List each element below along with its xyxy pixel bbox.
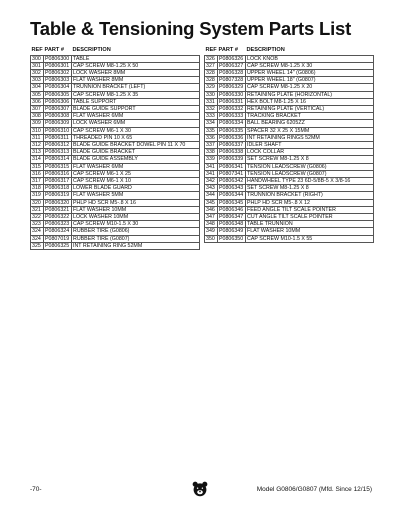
ref-cell: 315 xyxy=(31,163,44,170)
ref-cell: 334 xyxy=(205,120,218,127)
ref-cell: 335 xyxy=(205,127,218,134)
description-cell: PHLP HD SCR M5-.8 X 12 xyxy=(246,199,374,206)
part-number-cell: P0806321 xyxy=(44,206,72,213)
part-number-cell: P0806337 xyxy=(218,141,246,148)
ref-cell: 306 xyxy=(31,98,44,105)
part-number-cell: P0806313 xyxy=(44,149,72,156)
part-number-cell: P0806304 xyxy=(44,84,72,91)
ref-cell: 344 xyxy=(205,192,218,199)
table-row xyxy=(205,113,374,120)
part-number-cell: P0806303 xyxy=(44,77,72,84)
description-cell: HEX BOLT M8-1.25 X 16 xyxy=(246,98,374,105)
part-number-cell: P0806348 xyxy=(218,221,246,228)
description-cell: SET SCREW M8-1.25 X 8 xyxy=(246,156,374,163)
table-row xyxy=(205,127,374,134)
ref-cell: 324 xyxy=(31,235,44,242)
table-row xyxy=(205,206,374,213)
part-number-cell: P0806314 xyxy=(44,156,72,163)
table-row xyxy=(205,213,374,220)
table-row xyxy=(31,177,200,184)
ref-cell: 341 xyxy=(205,170,218,177)
description-cell: BLADE GUIDE ASSEMBLY xyxy=(72,156,200,163)
part-number-cell: P0806320 xyxy=(44,199,72,206)
description-cell: SET SCREW M8-1.25 X 8 xyxy=(246,185,374,192)
table-row xyxy=(31,91,200,98)
table-row xyxy=(205,91,374,98)
description-cell: RUBBER TIRE (G0807) xyxy=(72,235,200,242)
part-number-cell: P0806307 xyxy=(44,105,72,112)
table-row xyxy=(205,77,374,84)
part-number-cell: P0806332 xyxy=(218,105,246,112)
ref-cell: 342 xyxy=(205,177,218,184)
part-number-cell: P0807328 xyxy=(218,77,246,84)
part-number-cell: P0806336 xyxy=(218,134,246,141)
table-row xyxy=(31,120,200,127)
part-column-header: PART # xyxy=(218,46,238,53)
part-number-cell: P0806322 xyxy=(44,213,72,220)
table-row xyxy=(205,163,374,170)
ref-cell: 314 xyxy=(31,156,44,163)
table-row xyxy=(31,156,200,163)
description-cell: INT RETAINING RING 52MM xyxy=(72,242,200,249)
table-row xyxy=(205,185,374,192)
description-cell: BALL BEARING 6205ZZ xyxy=(246,120,374,127)
description-cell: LOCK COLLAR xyxy=(246,149,374,156)
table-row xyxy=(31,55,200,62)
ref-cell: 329 xyxy=(205,84,218,91)
ref-cell: 332 xyxy=(205,105,218,112)
table-row xyxy=(31,149,200,156)
ref-cell: 333 xyxy=(205,113,218,120)
table-header-row xyxy=(205,46,374,55)
table-row xyxy=(31,170,200,177)
ref-cell: 350 xyxy=(205,235,218,242)
ref-cell: 307 xyxy=(31,105,44,112)
table-row xyxy=(205,62,374,69)
part-number-cell: P0806330 xyxy=(218,91,246,98)
page-title: Table & Tensioning System Parts List xyxy=(30,18,352,39)
description-cell: CAP SCREW M10-1.5 X 30 xyxy=(72,221,200,228)
description-cell: FLAT WASHER 10MM xyxy=(246,228,374,235)
ref-cell: 317 xyxy=(31,177,44,184)
description-cell: BLADE GUIDE SUPPORT xyxy=(72,105,200,112)
table-row xyxy=(205,177,374,184)
table-row xyxy=(31,228,200,235)
table-row xyxy=(205,141,374,148)
part-number-cell: P0806339 xyxy=(218,156,246,163)
ref-cell: 313 xyxy=(31,149,44,156)
page-number: -70- xyxy=(30,486,42,493)
part-number-cell: P0806300 xyxy=(44,55,72,62)
table-row xyxy=(205,55,374,62)
part-number-cell: P0806328 xyxy=(218,69,246,76)
description-cell: CAP SCREW M6-1 X 30 xyxy=(72,127,200,134)
ref-cell: 343 xyxy=(205,185,218,192)
part-number-cell: P0806319 xyxy=(44,192,72,199)
description-cell: UPPER WHEEL 14" (G0806) xyxy=(246,69,374,76)
description-cell: FEED ANGLE TILT SCALE POINTER xyxy=(246,206,374,213)
description-cell: RUBBER TIRE (G0806) xyxy=(72,228,200,235)
table-row xyxy=(31,98,200,105)
part-number-cell: P0806317 xyxy=(44,177,72,184)
part-number-cell: P0806347 xyxy=(218,213,246,220)
table-row xyxy=(31,213,200,220)
description-cell: BLADE GUIDE BRACKET xyxy=(72,149,200,156)
ref-cell: 303 xyxy=(31,77,44,84)
description-cell: FLAT WASHER 10MM xyxy=(72,206,200,213)
description-cell: CAP SCREW M8-1.25 X 30 xyxy=(246,62,374,69)
table-row xyxy=(31,113,200,120)
ref-cell: 310 xyxy=(31,127,44,134)
description-cell: LOWER BLADE GUARD xyxy=(72,185,200,192)
description-cell: CAP SCREW M10-1.5 X 55 xyxy=(246,235,374,242)
part-number-cell: P0806345 xyxy=(218,199,246,206)
table-row xyxy=(31,206,200,213)
ref-cell: 341 xyxy=(205,163,218,170)
ref-cell: 323 xyxy=(31,221,44,228)
model-label: Model G0806/G0807 (Mfd. Since 12/15) xyxy=(256,486,372,493)
table-row xyxy=(31,199,200,206)
part-number-cell: P0806311 xyxy=(44,134,72,141)
part-number-cell: P0806315 xyxy=(44,163,72,170)
description-cell: TENSION LEADSCREW (G0807) xyxy=(246,170,374,177)
description-cell: BLADE GUIDE BRACKET DOWEL PIN 11 X 70 xyxy=(72,141,200,148)
table-row xyxy=(205,149,374,156)
ref-cell: 311 xyxy=(31,134,44,141)
ref-column-header: REF xyxy=(31,46,43,53)
table-row xyxy=(31,221,200,228)
part-number-cell: P0806318 xyxy=(44,185,72,192)
ref-cell: 345 xyxy=(205,199,218,206)
description-cell: FLAT WASHER 8MM xyxy=(72,77,200,84)
part-number-cell: P0806350 xyxy=(218,235,246,242)
table-row xyxy=(31,134,200,141)
part-number-cell: P0806334 xyxy=(218,120,246,127)
ref-cell: 339 xyxy=(205,156,218,163)
ref-cell: 328 xyxy=(205,77,218,84)
part-number-cell: P0806305 xyxy=(44,91,72,98)
ref-cell: 309 xyxy=(31,120,44,127)
part-number-cell: P0806302 xyxy=(44,69,72,76)
table-row xyxy=(31,62,200,69)
description-cell: CAP SCREW M8-1.25 X 35 xyxy=(72,91,200,98)
ref-cell: 330 xyxy=(205,91,218,98)
table-row xyxy=(31,185,200,192)
table-row xyxy=(31,141,200,148)
part-number-cell: P0806312 xyxy=(44,141,72,148)
ref-cell: 322 xyxy=(31,213,44,220)
ref-cell: 316 xyxy=(31,170,44,177)
table-header-row xyxy=(31,46,200,55)
ref-column-header: REF xyxy=(205,46,217,53)
description-cell: SPACER 32 X 25 X 15MM xyxy=(246,127,374,134)
table-row xyxy=(205,192,374,199)
table-row xyxy=(31,242,200,249)
ref-cell: 302 xyxy=(31,69,44,76)
table-row xyxy=(205,156,374,163)
description-cell: PHLP HD SCR M5-.8 X 16 xyxy=(72,199,200,206)
description-cell: TENSION LEADSCREW (G0806) xyxy=(246,163,374,170)
bear-head-icon xyxy=(192,481,208,497)
table-row xyxy=(31,84,200,91)
table-row xyxy=(205,221,374,228)
description-cell: TRUNNION BRACKET (LEFT) xyxy=(72,84,200,91)
ref-cell: 331 xyxy=(205,98,218,105)
ref-cell: 319 xyxy=(31,192,44,199)
ref-cell: 312 xyxy=(31,141,44,148)
ref-cell: 327 xyxy=(205,62,218,69)
ref-cell: 318 xyxy=(31,185,44,192)
ref-cell: 321 xyxy=(31,206,44,213)
ref-cell: 326 xyxy=(205,55,218,62)
table-row xyxy=(205,235,374,242)
part-number-cell: P0806310 xyxy=(44,127,72,134)
table-row xyxy=(205,170,374,177)
part-number-cell: P0806323 xyxy=(44,221,72,228)
table-row xyxy=(31,235,200,242)
part-number-cell: P0806341 xyxy=(218,163,246,170)
description-cell: CAP SCREW M8-1.25 X 20 xyxy=(246,84,374,91)
description-cell: LOCK KNOB xyxy=(246,55,374,62)
ref-cell: 324 xyxy=(31,228,44,235)
description-cell: CAP SCREW M6-1 X 10 xyxy=(72,177,200,184)
table-row xyxy=(205,84,374,91)
table-row xyxy=(31,163,200,170)
part-number-cell: P0806316 xyxy=(44,170,72,177)
ref-cell: 328 xyxy=(205,69,218,76)
description-cell: THREADED PIN 10 X 65 xyxy=(72,134,200,141)
description-cell: CAP SCREW M8-1.25 X 50 xyxy=(72,62,200,69)
description-cell: TABLE SUPPORT xyxy=(72,98,200,105)
ref-cell: 301 xyxy=(31,62,44,69)
table-row xyxy=(31,105,200,112)
ref-cell: 337 xyxy=(205,141,218,148)
description-cell: TABLE xyxy=(72,55,200,62)
ref-cell: 347 xyxy=(205,213,218,220)
description-cell: LOCK WASHER 8MM xyxy=(72,69,200,76)
part-number-cell: P0806343 xyxy=(218,185,246,192)
table-row xyxy=(205,199,374,206)
description-cell: LOCK WASHER 6MM xyxy=(72,120,200,127)
description-cell: FLAT WASHER 6MM xyxy=(72,113,200,120)
description-cell: INT RETAINING RINGS 52MM xyxy=(246,134,374,141)
description-cell: LOCK WASHER 10MM xyxy=(72,213,200,220)
table-row xyxy=(31,192,200,199)
description-cell: CUT ANGLE TILT SCALE POINTER xyxy=(246,213,374,220)
table-row xyxy=(31,69,200,76)
description-cell: FLAT WASHER 5MM xyxy=(72,192,200,199)
part-number-cell: P0806306 xyxy=(44,98,72,105)
part-number-cell: P0807019 xyxy=(44,235,72,242)
part-number-cell: P0806308 xyxy=(44,113,72,120)
description-cell: RETAINING PLATE (VERTICAL) xyxy=(246,105,374,112)
ref-cell: 346 xyxy=(205,206,218,213)
part-number-cell: P0806333 xyxy=(218,113,246,120)
description-cell: RETAINING PLATE (HORIZONTAL) xyxy=(246,91,374,98)
parts-table-left xyxy=(30,46,200,250)
description-cell: HANDWHEEL TYPE 23 6D-5/8B-5 X 3/8-16 xyxy=(246,177,374,184)
part-number-cell: P0806344 xyxy=(218,192,246,199)
part-number-cell: P0806349 xyxy=(218,228,246,235)
part-number-cell: P0806324 xyxy=(44,228,72,235)
part-number-cell: P0806338 xyxy=(218,149,246,156)
description-cell: CAP SCREW M6-1 X 25 xyxy=(72,170,200,177)
description-cell: UPPER WHEEL 18" (G0807) xyxy=(246,77,374,84)
ref-cell: 308 xyxy=(31,113,44,120)
part-number-cell: P0806325 xyxy=(44,242,72,249)
ref-cell: 349 xyxy=(205,228,218,235)
ref-cell: 325 xyxy=(31,242,44,249)
description-cell: IDLER SHAFT xyxy=(246,141,374,148)
part-number-cell: P0806329 xyxy=(218,84,246,91)
part-number-cell: P0806346 xyxy=(218,206,246,213)
table-row xyxy=(205,134,374,141)
part-number-cell: P0806335 xyxy=(218,127,246,134)
part-number-cell: P0806301 xyxy=(44,62,72,69)
description-column-header: DESCRIPTION xyxy=(72,46,111,53)
part-number-cell: P0806331 xyxy=(218,98,246,105)
part-number-cell: P0806342 xyxy=(218,177,246,184)
part-number-cell: P0807341 xyxy=(218,170,246,177)
ref-cell: 304 xyxy=(31,84,44,91)
table-row xyxy=(205,228,374,235)
part-number-cell: P0806327 xyxy=(218,62,246,69)
ref-cell: 320 xyxy=(31,199,44,206)
description-column-header: DESCRIPTION xyxy=(246,46,285,53)
description-cell: TRUNNION BRACKET (RIGHT) xyxy=(246,192,374,199)
description-cell: TABLE TRUNNION xyxy=(246,221,374,228)
ref-cell: 305 xyxy=(31,91,44,98)
ref-cell: 300 xyxy=(31,55,44,62)
ref-cell: 338 xyxy=(205,149,218,156)
table-row xyxy=(205,105,374,112)
parts-table-right xyxy=(204,46,374,243)
part-number-cell: P0806309 xyxy=(44,120,72,127)
table-row xyxy=(205,98,374,105)
table-row xyxy=(205,69,374,76)
part-number-cell: P0806326 xyxy=(218,55,246,62)
ref-cell: 348 xyxy=(205,221,218,228)
table-row xyxy=(31,127,200,134)
description-cell: TRACKING BRACKET xyxy=(246,113,374,120)
ref-cell: 336 xyxy=(205,134,218,141)
part-column-header: PART # xyxy=(44,46,64,53)
description-cell: FLAT WASHER 6MM xyxy=(72,163,200,170)
table-row xyxy=(31,77,200,84)
table-row xyxy=(205,120,374,127)
